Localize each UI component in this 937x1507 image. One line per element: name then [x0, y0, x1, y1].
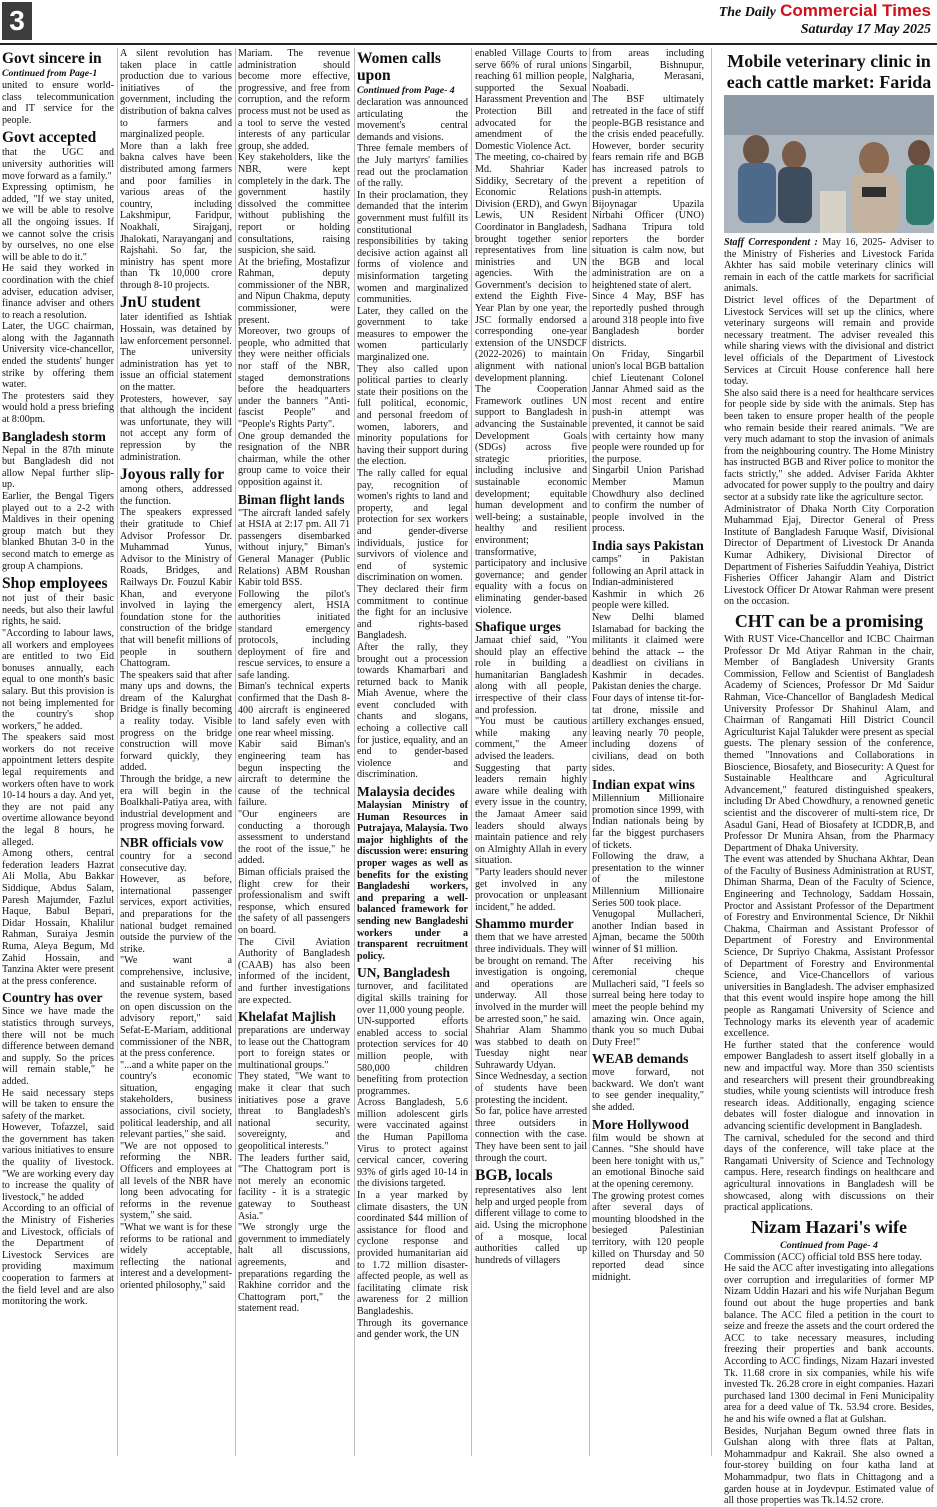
article-paragraph: Moreover, two groups of people, who admitted that they were neither officials nor staff of the NBR, staged demonstrations before the headquarters under the banners "Anti-fascist People" and "People's Rights Party". [238, 326, 350, 430]
article-paragraph: The rally called for equal pay, recognition of women's rights to land and property, and legal protection for sex workers and gender-diverse individuals, justice for survivors of violence and end of systemic discrimination on women. [357, 468, 468, 584]
article-paragraph: The speakers said most workers do not receive appointment letters despite legal requirements and workers often have to work 10-14 hours a day. And yet, they are not paid any overtime allowance beyond the legal 8 hours, he alleged. [2, 732, 114, 848]
article [724, 611, 934, 1214]
article [2, 429, 114, 573]
article-paragraph: With RUST Vice-Chancellor and ICBC Chairman Professor Dr Md Atiyar Rahman in the chair, Member of Bangladesh University Grants Commission, Fellow and Scientist of Bangladesh Academy of Sciences, Professor Dr Md Saidur Rahman, Vice-Chancellor of Bangladesh Medical University Professor Dr Shahinul Alam, and Chairman of Rangamati Hill District Council Agriculturist Kajal Talukder were present as special guests. The plenary session of the conference, themed "Innovations and Collaborations in Bioscience, Biosafety, and Biosecurity: A Quest for Sustainable Healthcare and Agricultural Advancement," featured distinguished speakers, including Dr Abed Chowdhury, a renowned genetic scientist and the discoverer of multi-stem rice, Dr Asadul Gani, Head of Biosafety at ICDDR,B, and Professor Dr Munira Ahsan, from the Pharmacy Department of Dhaka University. [724, 634, 934, 854]
article-paragraph: He said the ACC after investigating into allegations over corruption and irregularities of former MP Nizam Uddin Hazari and his wife Nurjahan Begum found out about the huge properties and bank balance. The ACC filed a petition in the court to seize and freeze the assets and the court ordered the ACC to take necessary measures, including freezing their properties and bank accounts. According to ACC findings, Nizam Hazari invested Tk. 11.68 crore in six companies, while his wife invested Tk. 26.28 crore in eight companies. Hazari purchased land 1300 decimal in Feni Municipality area for a deed value of Tk. 53.94 crore. Besides, he and his wife owned a flat at Gulshan. [724, 1263, 934, 1425]
article [475, 48, 587, 616]
article-paragraph: The carnival, scheduled for the second and third days of the conference, will take place at the Rangamati University of Science and Technology campus. Here, research findings on healthcare and agricultural innovations in Bangladesh will be showcased, along with discussions on their practical applications. [724, 1132, 934, 1214]
article-byline: Staff Correspondent : [724, 237, 818, 248]
article-paragraph: One group demanded the resignation of the NBR chairman, while the other group came to voice their opposition against it. [238, 430, 350, 488]
article-paragraph: Biman's technical experts confirmed that the Dash 8-400 aircraft is engineered to land safely even with one rear wheel missing. [238, 681, 350, 739]
article-continuation-note: Continued from Page- 4 [780, 1239, 878, 1251]
column-7 [724, 48, 934, 1507]
article-paragraph: film would be shown at Cannes. "She should have been here tonight with us," an emotional Binoche said at the opening ceremony. [592, 1132, 704, 1191]
article-paragraph: representatives also lent help and urged people from different village to come to aid. Using the microphone of a mosque, local authorities called up hundreds of villagers [475, 1185, 587, 1266]
article [2, 50, 114, 126]
article-paragraph: country for a second consecutive day. [120, 851, 232, 874]
article-paragraph: preparations are underway to lease out the Chattogram port to foreign states or multinational groups." [238, 1025, 350, 1071]
article-paragraph: The protesters said they would hold a press briefing at 8:00pm. [2, 390, 114, 426]
article-paragraph: The leaders further said, "The Chattogram port is not merely an economic facility - it is a strategic gateway to Southeast Asia." [238, 1152, 350, 1222]
column-divider [589, 48, 590, 1456]
article-paragraph: later identified as Ishtiak Hossain, was detained by law enforcement personnel. [120, 312, 232, 347]
article [724, 1217, 934, 1507]
article-paragraph: Kabir said Biman's engineering team has begun inspecting the aircraft to determine the cause of the technical failure. [238, 739, 350, 809]
article-headline: Malaysia decides [357, 784, 455, 800]
article-paragraph: Key stakeholders, like the NBR, were kept completely in the dark. The government hastily dissolved the committee without publishing the report or holding consultations, raising suspicion, she said. [238, 152, 350, 257]
column-divider [471, 48, 472, 1456]
column-divider [117, 48, 118, 1456]
article-headline: Govt accepted [2, 129, 97, 147]
article-paragraph: that the UGC and university authorities will move forward as a family." [2, 147, 114, 182]
article-paragraph: camps" in Pakistan following an April attack in Indian-administered Kashmir in which 26 people were killed. [592, 553, 704, 612]
article-paragraph: More than a lakh free bakna calves have been distributed among farmers and poor families in various areas of the country, including Lakshmipur, Faridpur, Noakhali, Sirajganj, Jhalokati, Narayanganj and Rajshahi. So far, the ministry has spent more than Tk 10,000 crore through 8-10 projects. [120, 140, 232, 291]
article-headline: Bangladesh storm [2, 428, 106, 444]
article [120, 294, 232, 463]
article-paragraph: "Our engineers are conducting a thorough assessment to understand the root of the issue," he added. [238, 809, 350, 867]
article-headline: Indian expat wins [592, 777, 695, 793]
article-paragraph: Nepal in the 87th minute but Bangladesh did not allow Nepal further slip-up. [2, 444, 114, 491]
article-photo [724, 95, 934, 233]
article-paragraph: "We are not opposed to reforming the NBR. Officers and employees at all levels of the NBR have long been advocating for reforms in the revenue system," she said. [120, 1140, 232, 1222]
article-paragraph: them that we have arrested three individuals. They will be brought on remand. The investigation is ongoing, and operations are underway. All those involved in the murder will be arrested soon," he said. [475, 932, 587, 1025]
article-paragraph: The speakers said that after many ups and downs, the dream of the Kalurghat Bridge is finally becoming a reality today. Visible progress on the bridge construction will move forward quickly, they added. [120, 669, 232, 774]
article-headline: Shop employees [2, 575, 108, 593]
article-paragraph: Since we have made the statistics through surveys, there will not be much difference between demand and supply. So the prices will remain stable," he added. [2, 1006, 114, 1087]
article-paragraph: Bijoynagar Upazila Nirbahi Officer (UNO) Sadhana Tripura told reporters the border situation is calm now, but the BGB and local administration are on a heightened state of alert. [592, 198, 704, 291]
column-divider [235, 48, 236, 1456]
article-paragraph: He said necessary steps will be taken to ensure the safety of the market. [2, 1087, 114, 1122]
article-paragraph: The growing protest comes after several days of mounting bloodshed in the besieged Palestinian territory, with 120 people killed on Thursday and 50 reported dead since midnight. [592, 1190, 704, 1283]
article [2, 990, 114, 1307]
article-headline: JnU student [120, 294, 201, 312]
article-paragraph: The meeting, co-chaired by Md. Shahriar Kader Siddiky, Secretary of the Economic Relations Division (ERD), and Gwyn Lewis, UN Resident Coordinator in Bangladesh, brought together senior representatives from line ministries and UN agencies. With the Government's decision to extend the Eighth Five-Year Plan by one year, the JSC formally endorsed a corresponding one-year extension of the UNSDCF (2022-2026) to maintain alignment with national development planning. [475, 152, 587, 384]
article-paragraph: She also said there is a need for healthcare services for people side by side with the animals. Step has been taken to ensure proper health of the people who remain beside their reared animals. "We are very much adamant to stop the invasion of animals from the neighbouring country. The Home Ministry has instructed BGB and River police to monitor the facts strictly," she added. Adviser Farida Akhter advocated for power supply to the poultry and dairy sector at a subsidy rate like the agriculture sector. [724, 387, 934, 504]
article [475, 619, 587, 913]
article-paragraph: Jamaat chief said, "You should play an effective role in building a humanitarian Bangladesh along with all people, irrespective of their class and profession. [475, 635, 587, 716]
article-paragraph: The speakers expressed their gratitude to Chief Advisor Professor Dr. Muhammad Yunus, Advisor to the Ministry of Roads, Bridges, and Railways Dr. Fouzul Kabir Khan, and everyone involved in laying the foundation stone for the construction of the bridge that will benefit millions of people in southern Chattogram. [120, 507, 232, 670]
page-number-badge: 3 [2, 2, 32, 40]
article [357, 965, 468, 1340]
article-paragraph: Millennium Millionaire promotion since 1999, with Indian nationals being by far the biggest purchasers of tickets. [592, 793, 704, 851]
article-paragraph: They stated, "We want to make it clear that such initiatives pose a grave threat to Bangladesh's national security, sovereignty, and geopolitical interests." [238, 1071, 350, 1153]
article-paragraph: He said they worked in coordination with the chief adviser, education adviser, finance adviser and others to reach a resolution. [2, 263, 114, 321]
article-paragraph: "We want a comprehensive, inclusive, and sustainable reform of the revenue system, based on open discussion on the advisory report," said Sefat-E-Mariam, additional commissioner of the NBR, at the press conference. [120, 955, 232, 1060]
article-headline: Shafique urges [475, 619, 561, 635]
article-headline: CHT can be a promising [734, 611, 924, 631]
article-paragraph: move forward, not backward. We don't want to see gender inequality," she added. [592, 1067, 704, 1114]
article [475, 1167, 587, 1266]
article-headline: Shammo murder [475, 916, 574, 932]
article [238, 48, 350, 489]
article-headline: BGB, locals [475, 1167, 553, 1185]
article-paragraph: enabled Village Courts to serve 66% of rural unions reaching 61 million people, supported the Sexual Harassment Prevention and Protection Bill and advocated for the amendment of the Domestic Violence Act. [475, 48, 587, 152]
column-2 [120, 48, 232, 1456]
article-headline: Mobile veterinary clinic in each cattle market: Farida [726, 51, 932, 92]
article-paragraph: He further stated that the conference would empower Bangladesh to assert itself globally in a new and impactful way. More than 350 scientists and researchers will present their groundbreaking studies, while young scientists will introduce fresh research ideas. Additionally, engaging science debates will foster dialogue and innovation in advancing scientific development in Bangladesh. [724, 1039, 934, 1132]
article [238, 492, 350, 1007]
article-paragraph: In their proclamation, they demanded that the interim government must fulfill its constitutional responsibilities by taking decisive action against all forms of violence and misinformation targeting women and marginalized communities. [357, 189, 468, 306]
article-paragraph-text: May 16, 2025- Adviser to the Ministry of Fisheries and Livestock Farida Akhter has said mobile veterinary clinics will remain in each of the cattle markets for sacrificial animals. [724, 237, 934, 295]
article-headline: Biman flight lands [238, 491, 345, 507]
article [2, 575, 114, 987]
article-paragraph: Earlier, the Bengal Tigers played out to a 2-2 with Maldives in their opening group match but they blanked Bhutan 3-0 in the second match to emerge as group A champions. [2, 491, 114, 572]
article-paragraph: The university administration has yet to issue an official statement on the matter. [120, 347, 232, 394]
article-paragraph: Later, the UGC chairman, along with the Jagannath University vice-chancellor, ended the students' hunger strike by offering them water. [2, 321, 114, 391]
article [120, 835, 232, 1292]
article-paragraph: among others, addressed the function. [120, 484, 232, 507]
article-paragraph: from areas including Singarbil, Bishnupur, Nalgharia, Merasani, Noabadi. [592, 48, 704, 94]
article-headline: Women calls upon [357, 50, 441, 84]
article [120, 466, 232, 832]
article-paragraph: Three female members of the July martyrs' families read out the proclamation of the rally. [357, 143, 468, 190]
article [120, 48, 232, 291]
article-paragraph: "According to labour laws, all workers and employees are entitled to two Eid bonuses annually, each equal to one month's basic salary. But this provision is not being implemented for the country's shop workers," he added. [2, 627, 114, 732]
article-headline: Nizam Hazari's wife [751, 1216, 907, 1237]
article-paragraph: Four days of intense tit-for-tat drone, missile and artillery exchanges ensued, leaving nearly 70 people, including dozens of civilians, dead on both sides. [592, 693, 704, 774]
article [592, 538, 704, 774]
article-paragraph: Suggesting that party leaders remain highly aware while dealing with every issue in the country, the Jamaat Ameer said leaders should always maintain patience and rely on Almighty Allah in every situation. [475, 762, 587, 867]
article-headline: NBR officials vow [120, 835, 224, 850]
column-divider [711, 48, 712, 1456]
article [724, 51, 934, 608]
article-headline: Country has over [2, 990, 103, 1006]
article-paragraph: Through the bridge, a new era will begin in the Boalkhali-Patiya area, with industrial development and progress moving forward. [120, 774, 232, 832]
article [592, 777, 704, 1048]
article-paragraph [724, 237, 934, 295]
article-paragraph: After receiving his ceremonial cheque Mullacheri said, "I feels so surreal being here today to meet the people behind my amazing win. Once again, thank you so much Dubai Duty Free!" [592, 955, 704, 1048]
article-paragraph: Since 4 May, BSF has reportedly pushed through around 318 people into five Bangladesh border districts. [592, 291, 704, 349]
article-paragraph: The BSF ultimately retreated in the face of stiff people-BGB resistance and the crisis ended peacefully. However, border security fears remain rife and BGB has increased patrols to prevent a repetition of push-in attempts. [592, 94, 704, 199]
article-paragraph: Singarbil Union Parishad Member Mamun Chowdhury also declined to confirm the number of people involved in the process. [592, 465, 704, 535]
article-paragraph: Administrator of Dhaka North City Corporation Muhammad Ejaj, Director General of Press Institute of Bangladesh Faruque Wasif, Divisional Director of Department of Livestock Dr Ananda Kumar Adhikery, Divisional Director of Department of Fisheries Saifuddin Yeahiya, District Fisheries Officer Jahangir Alam and District Livestock Officer Dr Atowar Rahman were present on the occasion. [724, 503, 934, 608]
article-continuation-note: Continued from Page-1 [2, 68, 98, 79]
article-paragraph: Through its governance and gender work, the UN [357, 1317, 468, 1341]
article-paragraph: turnover, and facilitated digital skills training for over 11,000 young people. [357, 981, 468, 1016]
newspaper-title [719, 1, 931, 21]
article-paragraph: united to ensure world-class telecommunication and IT service for the people. [2, 80, 114, 126]
article-headline: Joyous rally for [120, 466, 225, 484]
article-paragraph: Since Wednesday, a section of students have been protesting the incident. [475, 1071, 587, 1106]
article-paragraph: A silent revolution has taken place in cattle production due to various initiatives of the government, including the distribution of bakna calves to farmers and marginalized people. [120, 48, 232, 141]
article-paragraph: Later, they called on the government to take measures to empower the women particularly marginalized one. [357, 305, 468, 364]
column-1 [2, 48, 114, 1456]
newspaper-title-brand: Commercial Times [780, 1, 931, 20]
article-paragraph: Protesters, however, say that although the incident was unfortunate, they will not accept any form of repression by the administration. [120, 393, 232, 463]
article [238, 1009, 350, 1315]
article-continuation-note: Continued from Page- 4 [357, 85, 455, 96]
article-paragraph: However, as before, international passenger services, export activities, and preparations for the national budget remained outside the purview of the strike. [120, 874, 232, 955]
article-paragraph: They declared their firm commitment to continue the fight for an inclusive and rights-based Bangladesh. [357, 583, 468, 642]
article-headline: Govt sincere in [2, 50, 102, 67]
article-headline: More Hollywood [592, 1116, 689, 1132]
article-paragraph: Shahriar Alam Shammo was stabbed to death on Tuesday night near Suhrawardy Udyan. [475, 1025, 587, 1071]
article [475, 916, 587, 1164]
column-5 [475, 48, 587, 1456]
article-paragraph: Commission (ACC) official told BSS here today. [724, 1251, 922, 1263]
article-paragraph: According to an official of the Ministry of Fisheries and Livestock, officials of the Department of Livestock Services are providing maximum cooperation to farmers at the field level and are also monitoring the work. [2, 1203, 114, 1308]
article [592, 1117, 704, 1284]
article-headline: UN, Bangladesh [357, 965, 451, 981]
article-paragraph: Venugopal Mullacheri, another Indian based in Ajman, became the 500th winner of $1 million. [592, 909, 704, 955]
article-paragraph: In a year marked by climate disasters, the UN coordinated $44 million of assistance for flood and cyclone response and provided humanitarian aid to 1.72 million disaster-affected people, as well as facilitating climate risk awareness for 2 million Bangladeshis. [357, 1190, 468, 1317]
article-paragraph: "The aircraft landed safely at HSIA at 2:17 pm. All 71 passengers disembarked without injury," Biman's General Manager (Public Relations) ABM Roushan Kabir told BSS. [238, 507, 350, 589]
article-paragraph: "Party leaders should never get involved in any provocation or unpleasant incident," he added. [475, 866, 587, 913]
article-paragraph: New Delhi blamed Islamabad for backing the militants it claimed were behind the attack -- the deadliest on civilians in Kashmir in decades. Pakistan denies the charge. [592, 611, 704, 693]
article-paragraph: Across Bangladesh, 5.6 million adolescent girls were vaccinated against the Human Papilloma Virus to protect against cervical cancer, covering 93% of girls aged 10-14 in the divisions targeted. [357, 1097, 468, 1190]
article-paragraph: Following the draw, a presentation to the winner of the milestone Millennium Millionaire Series 500 took place. [592, 851, 704, 909]
article-paragraph: Mariam. The revenue administration should become more effective, progressive, and free from corruption, and the reform process must not be used as a tool to serve the vested interests of any particular group, she added. [238, 48, 350, 152]
article-paragraph: "You must be cautious while making any comment," the Ameer advised the leaders. [475, 716, 587, 763]
article-paragraph: They also called upon political parties to clearly state their positions on the full political, economic, and personal freedom of women, laborers, and minority populations for having their support during the election. [357, 363, 468, 468]
article [592, 48, 704, 535]
article [2, 129, 114, 425]
masthead [0, 0, 937, 44]
article-paragraph: However, Tofazzel, said the government has taken various initiatives to ensure the quality of livestock. "We are working every day to increase the quality of livestock," he added [2, 1122, 114, 1203]
article-paragraph: So far, police have arrested three outsiders in connection with the case. They have been sent to jail through the court. [475, 1106, 587, 1164]
article-paragraph: "What we want is for these reforms to be rational and widely acceptable, reflecting the national interest and a development-oriented philosophy," said [120, 1222, 232, 1291]
column-3 [238, 48, 350, 1456]
article-paragraph: District level offices of the Department of Livestock Services will set up the clinics, where veterinary surgeons will remain and provide necessary treatment. The adviser revealed this while sharing views with the divisional and district level officials of the Department of Livestock Services at Circuit House conference hall here today. [724, 294, 934, 388]
article-paragraph: The event was attended by Shuchana Akhtar, Dean of the Faculty of Business Administration at RUST, Dhiman Sharma, Dean of the Faculty of Science, Engineering and Technology, Saddam Hossain, Proctor and Assistant Professor of the Department of Forestry and Environmental Science, Dr Nikhil Chakma, Chairman and Assistant Professor of Department of Forestry and Environmental Science, Dr Supriyo Chakma, Assistant Professor of Department of Forestry and Environmental Science, and Vice-Chancellors of various universities in Bangladesh. The adviser emphasized that this event would inspire hope among the hill people as Rangamati University of Science and Technology marks its eleventh year of academic excellence. [724, 854, 934, 1040]
article-headline: India says Pakistan [592, 537, 704, 553]
article-paragraph: Among others, central federation leaders Hazrat Ali Molla, Abu Bakkar Siddique, Abdus Salam, Paresh Majumder, Fazlul Haque, Babul Bepari, Didar Hossain, Khalilur Rahman, Suraiya Jesmin Ruma, Aleya Begum, Md Zahid Hossain, and Tanzina Akter were present at the press conference. [2, 848, 114, 987]
article [357, 784, 468, 962]
column-6 [592, 48, 704, 1456]
article-paragraph: After the rally, they brought out a procession towards Khamarbari and returned back to Manik Miah Avenue, where the event concluded with chants and slogans, echoing a collective call for justice, equality, and an end to gender-based violence and discrimination. [357, 641, 468, 781]
article-paragraph: The Civil Aviation Authority of Bangladesh (CAAB) has also been informed of the incident, and further investigations are expected. [238, 936, 350, 1006]
article-paragraph: The Cooperation Framework outlines UN support to Bangladesh in advancing the Sustainable Development Goals (SDGs) across five strategic priorities, including inclusive and sustainable economic development; equitable human development and well-being; a sustainable, healthy and resilient environment; transformative, participatory and inclusive governance; and gender equality with a focus on eliminating gender-based violence. [475, 384, 587, 616]
newspaper-title-prefix: The Daily [718, 5, 776, 20]
article-paragraph: Malaysian Ministry of Human Resources in Putrajaya, Malaysia. Two major highlights of the discussion were: ensuring proper wages as well as benefits for the existing Bangladeshi workers, and preparing a well-balanced framework for sending new Bangladeshi workers under a transparent recruitment policy. [357, 800, 468, 962]
article [357, 50, 468, 781]
article-paragraph: declaration was announced articulating the movement's central demands and visions. [357, 97, 468, 143]
article-paragraph: UN-supported efforts enabled access to social protection services for 40 million people, with 580,000 children benefiting from protection programmes. [357, 1016, 468, 1097]
column-divider [354, 48, 355, 1456]
article-paragraph: Expressing optimism, he added, "If we stay united, we will be able to resolve all the ongoing issues. If we cannot solve the crisis by ourselves, no one else will be able to do it." [2, 182, 114, 263]
column-4 [357, 48, 468, 1456]
article-headline: WEAB demands [592, 1051, 689, 1067]
article-paragraph: "...and a white paper on the country's economic situation, engaging stakeholders, business associations, civil society, political leadership, and all relevant parties," she said. [120, 1059, 232, 1141]
masthead-rule [0, 43, 937, 45]
article-paragraph: "We strongly urge the government to immediately halt all discussions, agreements, and preparations regarding the Rakhine corridor and the Chattogram port," the statement read. [238, 1222, 350, 1315]
article-paragraph: Biman officials praised the flight crew for their professionalism and swift response, which ensured the safety of all passengers on board. [238, 866, 350, 936]
article-paragraph: On Friday, Singarbil union's local BGB battalion chief Lieutenant Colonel Jannar Ahmed said as the most recent and entire push-in attempt was prevented, it cannot be said with certainty how many people were rounded up for the purpose. [592, 349, 704, 465]
article-paragraph: Besides, Nurjahan Begum owned three flats in Gulshan along with three flats at Paltan, Mohammadpur and Kakrail. She also owned a four-storey building on four katha land at Mohammadpur, two flats in Chittagong and a garden house at in Joydevpur. Estimated value of all those properties was Tk.14.52 crore. [724, 1425, 934, 1507]
article-paragraph: not just of their basic needs, but also their lawful rights, he said. [2, 593, 114, 628]
issue-date: Saturday 17 May 2025 [800, 22, 931, 37]
article-paragraph: At the briefing, Mostafizur Rahman, deputy commissioner of the NBR, and Nipun Chakma, deputy commissioner, were present. [238, 256, 350, 326]
article-headline: Khelafat Majlish [238, 1009, 336, 1025]
article [592, 1051, 704, 1113]
article-paragraph: Following the pilot's emergency alert, HSIA authorities initiated standard emergency protocols, including deployment of fire and rescue services, to ensure a safe landing. [238, 588, 350, 681]
